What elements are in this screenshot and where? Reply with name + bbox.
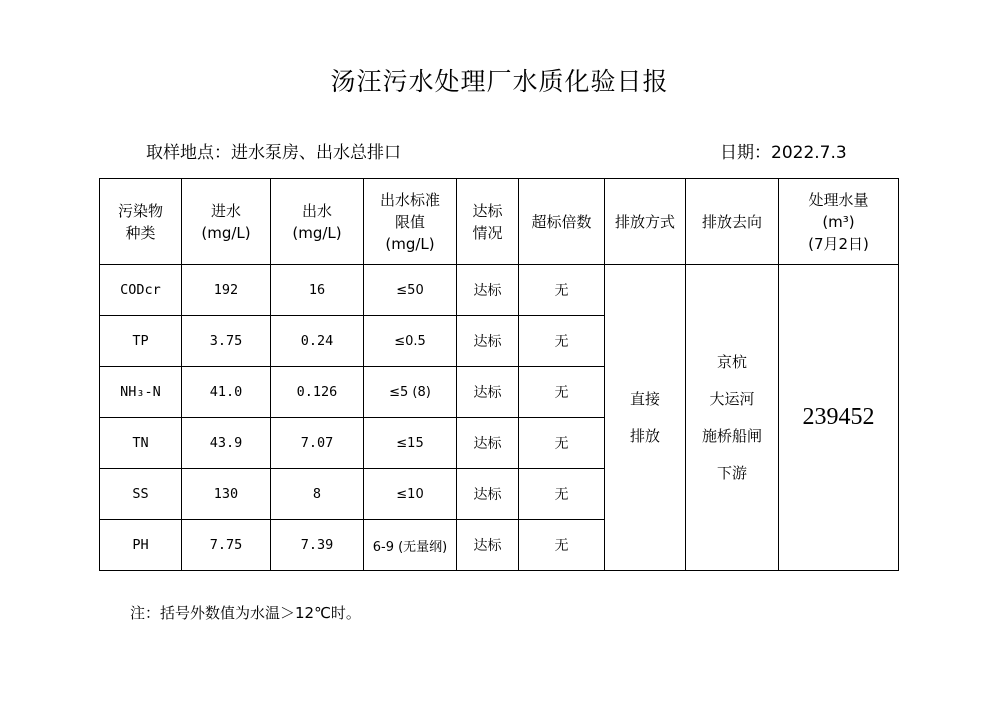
cell-standard: ≤0.5	[364, 316, 457, 367]
sampling-location: 取样地点：进水泵房、出水总排口	[146, 143, 401, 163]
header-discharge-method: 排放方式	[605, 179, 686, 265]
cell-exceed: 无	[519, 469, 605, 520]
cell-exceed: 无	[519, 520, 605, 571]
header-exceed-multiple: 超标倍数	[519, 179, 605, 265]
table-header-row	[100, 179, 899, 265]
report-title: 汤汪污水处理厂水质化验日报	[330, 67, 669, 96]
cell-discharge-destination: 京杭 大运河 施桥船闸 下游	[686, 265, 779, 571]
cell-pollutant: CODcr	[100, 265, 182, 316]
cell-pollutant: TP	[100, 316, 182, 367]
header-pollutant: 污染物 种类	[100, 179, 182, 265]
cell-compliance: 达标	[457, 418, 519, 469]
header-influent: 进水 (mg/L)	[182, 179, 271, 265]
report-date: 日期：2022.7.3	[720, 143, 847, 163]
cell-standard: ≤15	[364, 418, 457, 469]
water-quality-table	[99, 178, 899, 571]
cell-effluent: 7.39	[271, 520, 364, 571]
cell-compliance: 达标	[457, 469, 519, 520]
cell-effluent: 0.24	[271, 316, 364, 367]
header-discharge-destination: 排放去向	[686, 179, 779, 265]
cell-pollutant: NH₃-N	[100, 367, 182, 418]
cell-influent: 7.75	[182, 520, 271, 571]
cell-influent: 3.75	[182, 316, 271, 367]
cell-standard: ≤10	[364, 469, 457, 520]
header-treated-volume: 处理水量 (m³) (7月2日)	[779, 179, 899, 265]
cell-exceed: 无	[519, 418, 605, 469]
header-standard: 出水标准 限值 (mg/L)	[364, 179, 457, 265]
cell-standard: ≤50	[364, 265, 457, 316]
cell-standard: 6-9 (无量纲)	[364, 520, 457, 571]
cell-influent: 192	[182, 265, 271, 316]
table-row	[100, 265, 899, 316]
cell-compliance: 达标	[457, 265, 519, 316]
cell-influent: 43.9	[182, 418, 271, 469]
cell-standard: ≤5 (8)	[364, 367, 457, 418]
cell-effluent: 0.126	[271, 367, 364, 418]
cell-exceed: 无	[519, 316, 605, 367]
cell-influent: 130	[182, 469, 271, 520]
cell-treated-volume: 239452	[779, 265, 899, 571]
cell-discharge-method: 直接 排放	[605, 265, 686, 571]
cell-effluent: 8	[271, 469, 364, 520]
footnote: 注：括号外数值为水温＞12℃时。	[130, 604, 361, 622]
cell-influent: 41.0	[182, 367, 271, 418]
cell-compliance: 达标	[457, 367, 519, 418]
cell-pollutant: SS	[100, 469, 182, 520]
cell-effluent: 7.07	[271, 418, 364, 469]
header-effluent: 出水 (mg/L)	[271, 179, 364, 265]
header-compliance: 达标 情况	[457, 179, 519, 265]
cell-exceed: 无	[519, 367, 605, 418]
cell-exceed: 无	[519, 265, 605, 316]
cell-compliance: 达标	[457, 316, 519, 367]
cell-pollutant: TN	[100, 418, 182, 469]
cell-pollutant: PH	[100, 520, 182, 571]
cell-effluent: 16	[271, 265, 364, 316]
cell-compliance: 达标	[457, 520, 519, 571]
